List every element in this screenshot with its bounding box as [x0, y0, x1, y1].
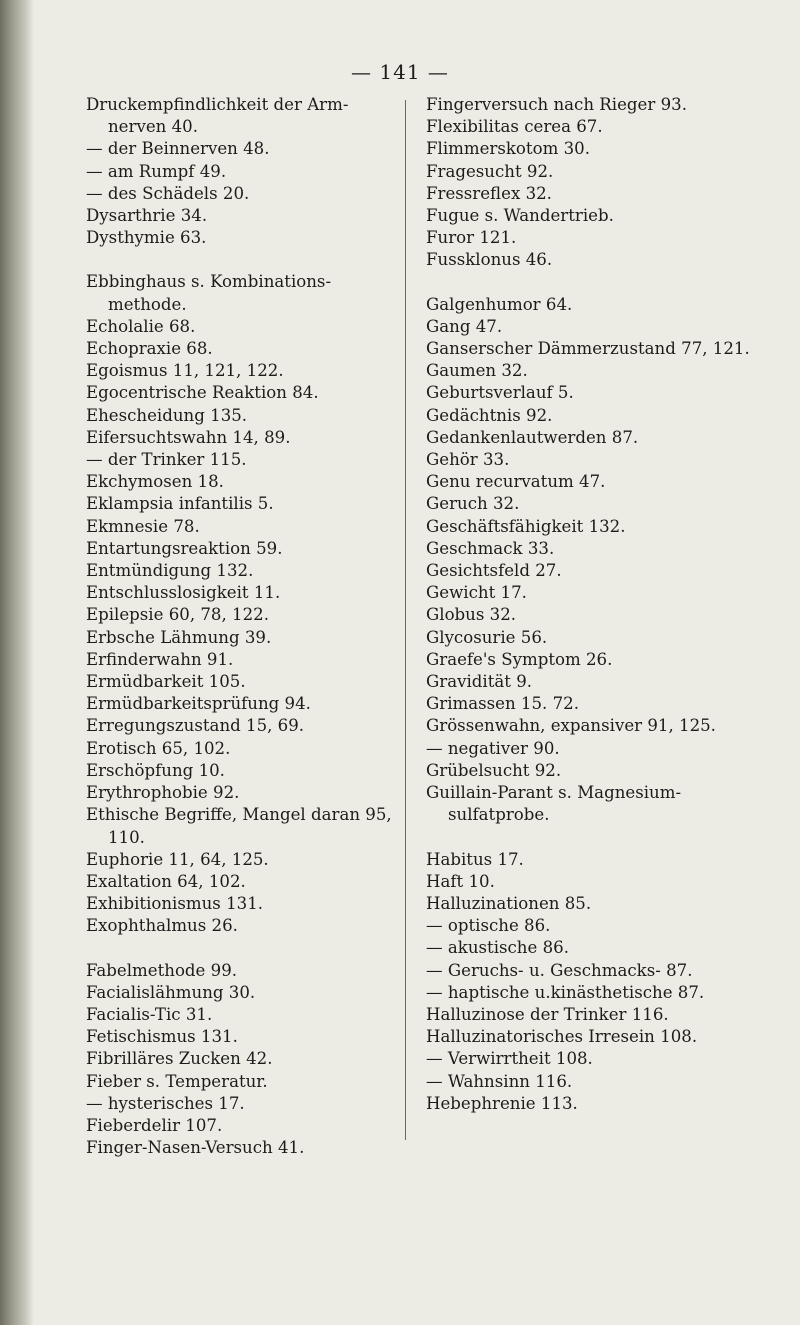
index-entry: Eifersuchtswahn 14, 89.	[86, 427, 291, 447]
index-entry: Fieber s. Temperatur.	[86, 1071, 268, 1091]
index-entry: — haptische u.kinästhetische 87.	[426, 982, 705, 1002]
index-entry: Flimmerskotom 30.	[426, 139, 590, 159]
index-entry: Halluzinatorisches Irresein 108.	[426, 1027, 698, 1047]
index-entry: Fressreflex 32.	[426, 183, 552, 203]
index-entry: Fabelmethode 99.	[86, 960, 238, 980]
index-entry: Erythrophobie 92.	[86, 783, 240, 803]
index-entry: Flexibilitas cerea 67.	[426, 117, 603, 137]
index-entry: Grössenwahn, expansiver 91, 125.	[426, 716, 716, 736]
index-entry: Echolalie 68.	[86, 316, 196, 336]
index-entry: Glycosurie 56.	[426, 627, 548, 647]
index-entry: Entschlusslosigkeit 11.	[86, 583, 281, 603]
index-entry: — der Trinker 115.	[86, 450, 247, 470]
index-entry: Globus 32.	[426, 605, 517, 625]
index-entry: — Verwirrtheit 108.	[426, 1049, 593, 1069]
index-entry: Entmündigung 132.	[86, 561, 254, 581]
index-entry: — Geruchs- u. Geschmacks- 87.	[426, 960, 693, 980]
index-entry: Ekmnesie 78.	[86, 516, 200, 536]
index-entry: Euphorie 11, 64, 125.	[86, 849, 269, 869]
index-entry: — hysterisches 17.	[86, 1093, 245, 1113]
index-entry: Erfinderwahn 91.	[86, 649, 234, 669]
index-entry: Gesichtsfeld 27.	[426, 561, 562, 581]
index-entry: Habitus 17.	[426, 849, 524, 869]
index-entry: Ermüdbarkeit 105.	[86, 672, 246, 692]
index-entry: Exaltation 64, 102.	[86, 871, 246, 891]
section-gap	[86, 938, 406, 960]
index-entry: Graefe's Symptom 26.	[426, 649, 613, 669]
index-entry: Geschmack 33.	[426, 538, 555, 558]
index-entry: Furor 121.	[426, 228, 517, 248]
index-entry: Gravidität 9.	[426, 672, 533, 692]
column-divider	[405, 100, 406, 1140]
index-entry: Fragesucht 92.	[426, 161, 554, 181]
index-entry: Grübelsucht 92.	[426, 760, 562, 780]
index-entry: Halluzinose der Trinker 116.	[426, 1004, 669, 1024]
index-entry: Fibrilläres Zucken 42.	[86, 1049, 273, 1069]
index-entry: Ganserscher Dämmerzustand 77, 121.	[426, 339, 750, 359]
section-gap	[426, 827, 766, 849]
index-entry: Haft 10.	[426, 871, 495, 891]
index-entry: Geburtsverlauf 5.	[426, 383, 574, 403]
index-entry: Erbsche Lähmung 39.	[86, 627, 272, 647]
index-entry: — am Rumpf 49.	[86, 161, 227, 181]
index-entry: — Wahnsinn 116.	[426, 1071, 573, 1091]
index-entry: Gang 47.	[426, 316, 503, 336]
index-entry: Geschäftsfähigkeit 132.	[426, 516, 626, 536]
index-entry: Gedankenlautwerden 87.	[426, 427, 639, 447]
index-entry: Galgenhumor 64.	[426, 294, 573, 314]
index-entry: Egoismus 11, 121, 122.	[86, 361, 284, 381]
index-entry: Dysarthrie 34.	[86, 206, 208, 226]
index-column-right	[426, 94, 766, 1115]
index-entry: Ebbinghaus s. Kombinations-methode.	[86, 272, 332, 314]
index-entry: — des Schädels 20.	[86, 183, 250, 203]
index-entry: Facialis-Tic 31.	[86, 1004, 213, 1024]
index-entry: Guillain-Parant s. Magnesium-sulfatprobe.	[426, 783, 682, 825]
index-entry: Genu recurvatum 47.	[426, 472, 606, 492]
index-entry: — negativer 90.	[426, 738, 560, 758]
index-entry: Fieberdelir 107.	[86, 1115, 223, 1135]
index-entry: Gehör 33.	[426, 450, 510, 470]
index-entry: Erregungszustand 15, 69.	[86, 716, 305, 736]
index-entry: — der Beinnerven 48.	[86, 139, 270, 159]
index-entry: Ehescheidung 135.	[86, 405, 248, 425]
section-gap	[426, 272, 766, 294]
index-entry: Erschöpfung 10.	[86, 760, 225, 780]
index-entry: Gedächtnis 92.	[426, 405, 553, 425]
index-entry: Geruch 32.	[426, 494, 520, 514]
index-entry: Entartungsreaktion 59.	[86, 538, 283, 558]
index-entry: Erotisch 65, 102.	[86, 738, 231, 758]
index-entry: Fingerversuch nach Rieger 93.	[426, 95, 687, 114]
index-entry: Hebephrenie 113.	[426, 1093, 578, 1113]
index-entry: Druckempfindlichkeit der Arm-nerven 40.	[86, 95, 349, 137]
index-entry: Gewicht 17.	[426, 583, 527, 603]
index-entry: Fetischismus 131.	[86, 1027, 238, 1047]
page-binding-shadow	[0, 0, 34, 1325]
index-entry: — optische 86.	[426, 916, 551, 936]
index-entry: Exophthalmus 26.	[86, 916, 238, 936]
index-entry: Ethische Begriffe, Mangel daran 95, 110.	[86, 805, 392, 847]
page-number: — 141 —	[351, 60, 449, 84]
index-entry: Ekchymosen 18.	[86, 472, 224, 492]
index-entry: Egocentrische Reaktion 84.	[86, 383, 319, 403]
index-entry: Halluzinationen 85.	[426, 893, 592, 913]
index-entry: Dysthymie 63.	[86, 228, 207, 248]
section-gap	[86, 249, 406, 271]
index-entry: Finger-Nasen-Versuch 41.	[86, 1138, 305, 1158]
index-entry: Epilepsie 60, 78, 122.	[86, 605, 269, 625]
index-entry: Gaumen 32.	[426, 361, 528, 381]
index-entry: Grimassen 15. 72.	[426, 694, 579, 714]
index-entry: Facialislähmung 30.	[86, 982, 256, 1002]
index-entry: Eklampsia infantilis 5.	[86, 494, 274, 514]
index-entry: Fussklonus 46.	[426, 250, 553, 270]
index-entry: — akustische 86.	[426, 938, 569, 958]
index-entry: Fugue s. Wandertrieb.	[426, 206, 614, 226]
index-column-left	[86, 94, 406, 1159]
index-entry: Ermüdbarkeitsprüfung 94.	[86, 694, 311, 714]
index-entry: Exhibitionismus 131.	[86, 894, 264, 914]
index-entry: Echopraxie 68.	[86, 339, 213, 359]
